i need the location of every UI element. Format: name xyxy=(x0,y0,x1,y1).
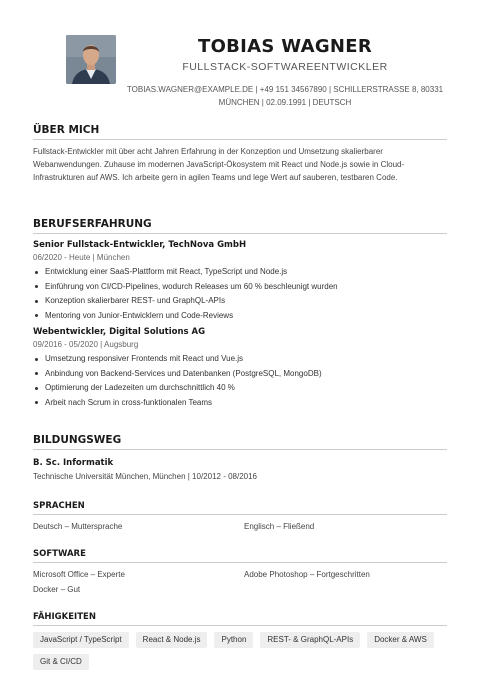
about-text: Fullstack-Entwickler mit über acht Jahren Erfahrung in der Konzeption und Umsetzung skalierbarer Webanwendungen. Zuhause im modernen JavaScript-Ökosystem mit React und Node.js sowie in Cloud-Infrastrukturen auf AWS. Ich arbeite gern in agilen Teams und lege Wert auf sauberen, testbaren Code. xyxy=(33,147,405,182)
job-bullet: Einführung von CI/CD-Pipelines, wodurch Releases um 60 % beschleunigt wurden xyxy=(33,280,447,295)
candidate-name: TOBIAS WAGNER xyxy=(197,36,373,57)
job-title: Senior Fullstack-Entwickler, TechNova GmbH xyxy=(33,240,247,250)
section-heading: BILDUNGSWEG xyxy=(33,434,447,450)
job-bullets xyxy=(33,265,447,323)
languages-list xyxy=(33,521,447,532)
job-bullet: Optimierung der Ladezeiten um durchschnittlich 40 % xyxy=(33,381,447,396)
skill-tag: Docker & AWS xyxy=(367,632,434,648)
section-heading: SOFTWARE xyxy=(33,549,447,563)
section-heading: SPRACHEN xyxy=(33,501,447,515)
job-meta: 06/2020 - Heute | München xyxy=(33,253,130,262)
job-bullets xyxy=(33,352,447,410)
job-bullet: Entwicklung einer SaaS-Plattform mit React, TypeScript und Node.js xyxy=(33,265,447,280)
contact-info xyxy=(123,84,447,109)
skill-tags xyxy=(33,632,447,670)
software-list xyxy=(33,569,447,595)
skill-tag: React & Node.js xyxy=(136,632,208,648)
language-item: Englisch – Fließend xyxy=(244,522,315,531)
software-section xyxy=(33,549,447,595)
skills-section xyxy=(33,612,447,670)
languages-section xyxy=(33,501,447,532)
job-bullet: Anbindung von Backend-Services und Datenbanken (PostgreSQL, MongoDB) xyxy=(33,367,447,382)
software-item: Docker – Gut xyxy=(33,585,81,594)
job-entry xyxy=(33,327,447,410)
section-heading: FÄHIGKEITEN xyxy=(33,612,447,626)
section-heading: BERUFSERFAHRUNG xyxy=(33,218,447,234)
software-item: Adobe Photoshop – Fortgeschritten xyxy=(244,570,370,579)
section-heading: ÜBER MICH xyxy=(33,124,447,140)
experience-section xyxy=(33,218,447,410)
skill-tag: JavaScript / TypeScript xyxy=(33,632,129,648)
contact-line: MÜNCHEN | 02.09.1991 | DEUTSCH xyxy=(218,97,352,107)
resume-header xyxy=(33,0,447,112)
education-section xyxy=(33,434,447,481)
job-title: Webentwickler, Digital Solutions AG xyxy=(33,327,206,337)
skill-tag: Python xyxy=(214,632,253,648)
software-item: Microsoft Office – Experte xyxy=(33,570,125,579)
candidate-title: FULLSTACK-SOFTWAREENTWICKLER xyxy=(182,61,388,73)
skill-tag: REST- & GraphQL-APIs xyxy=(260,632,360,648)
job-bullet: Arbeit nach Scrum in cross-funktionalen Teams xyxy=(33,396,447,411)
job-meta: 09/2016 - 05/2020 | Augsburg xyxy=(33,340,139,349)
education-meta: Technische Universität München, München | 10/2012 - 08/2016 xyxy=(33,472,257,481)
about-section xyxy=(33,124,447,184)
contact-line: TOBIAS.WAGNER@EXAMPLE.DE | +49 151 34567890 | SCHILLERSTRASSE 8, 80331 xyxy=(126,85,444,94)
job-entry xyxy=(33,240,447,323)
job-bullet: Umsetzung responsiver Frontends mit React und Vue.js xyxy=(33,352,447,367)
profile-photo xyxy=(66,35,116,84)
education-degree: B. Sc. Informatik xyxy=(33,458,114,468)
job-bullet: Mentoring von Junior-Entwicklern und Code-Reviews xyxy=(33,309,447,324)
job-bullet: Konzeption skalierbarer REST- und GraphQL-APIs xyxy=(33,294,447,309)
language-item: Deutsch – Muttersprache xyxy=(33,522,123,531)
skill-tag: Git & CI/CD xyxy=(33,654,89,670)
